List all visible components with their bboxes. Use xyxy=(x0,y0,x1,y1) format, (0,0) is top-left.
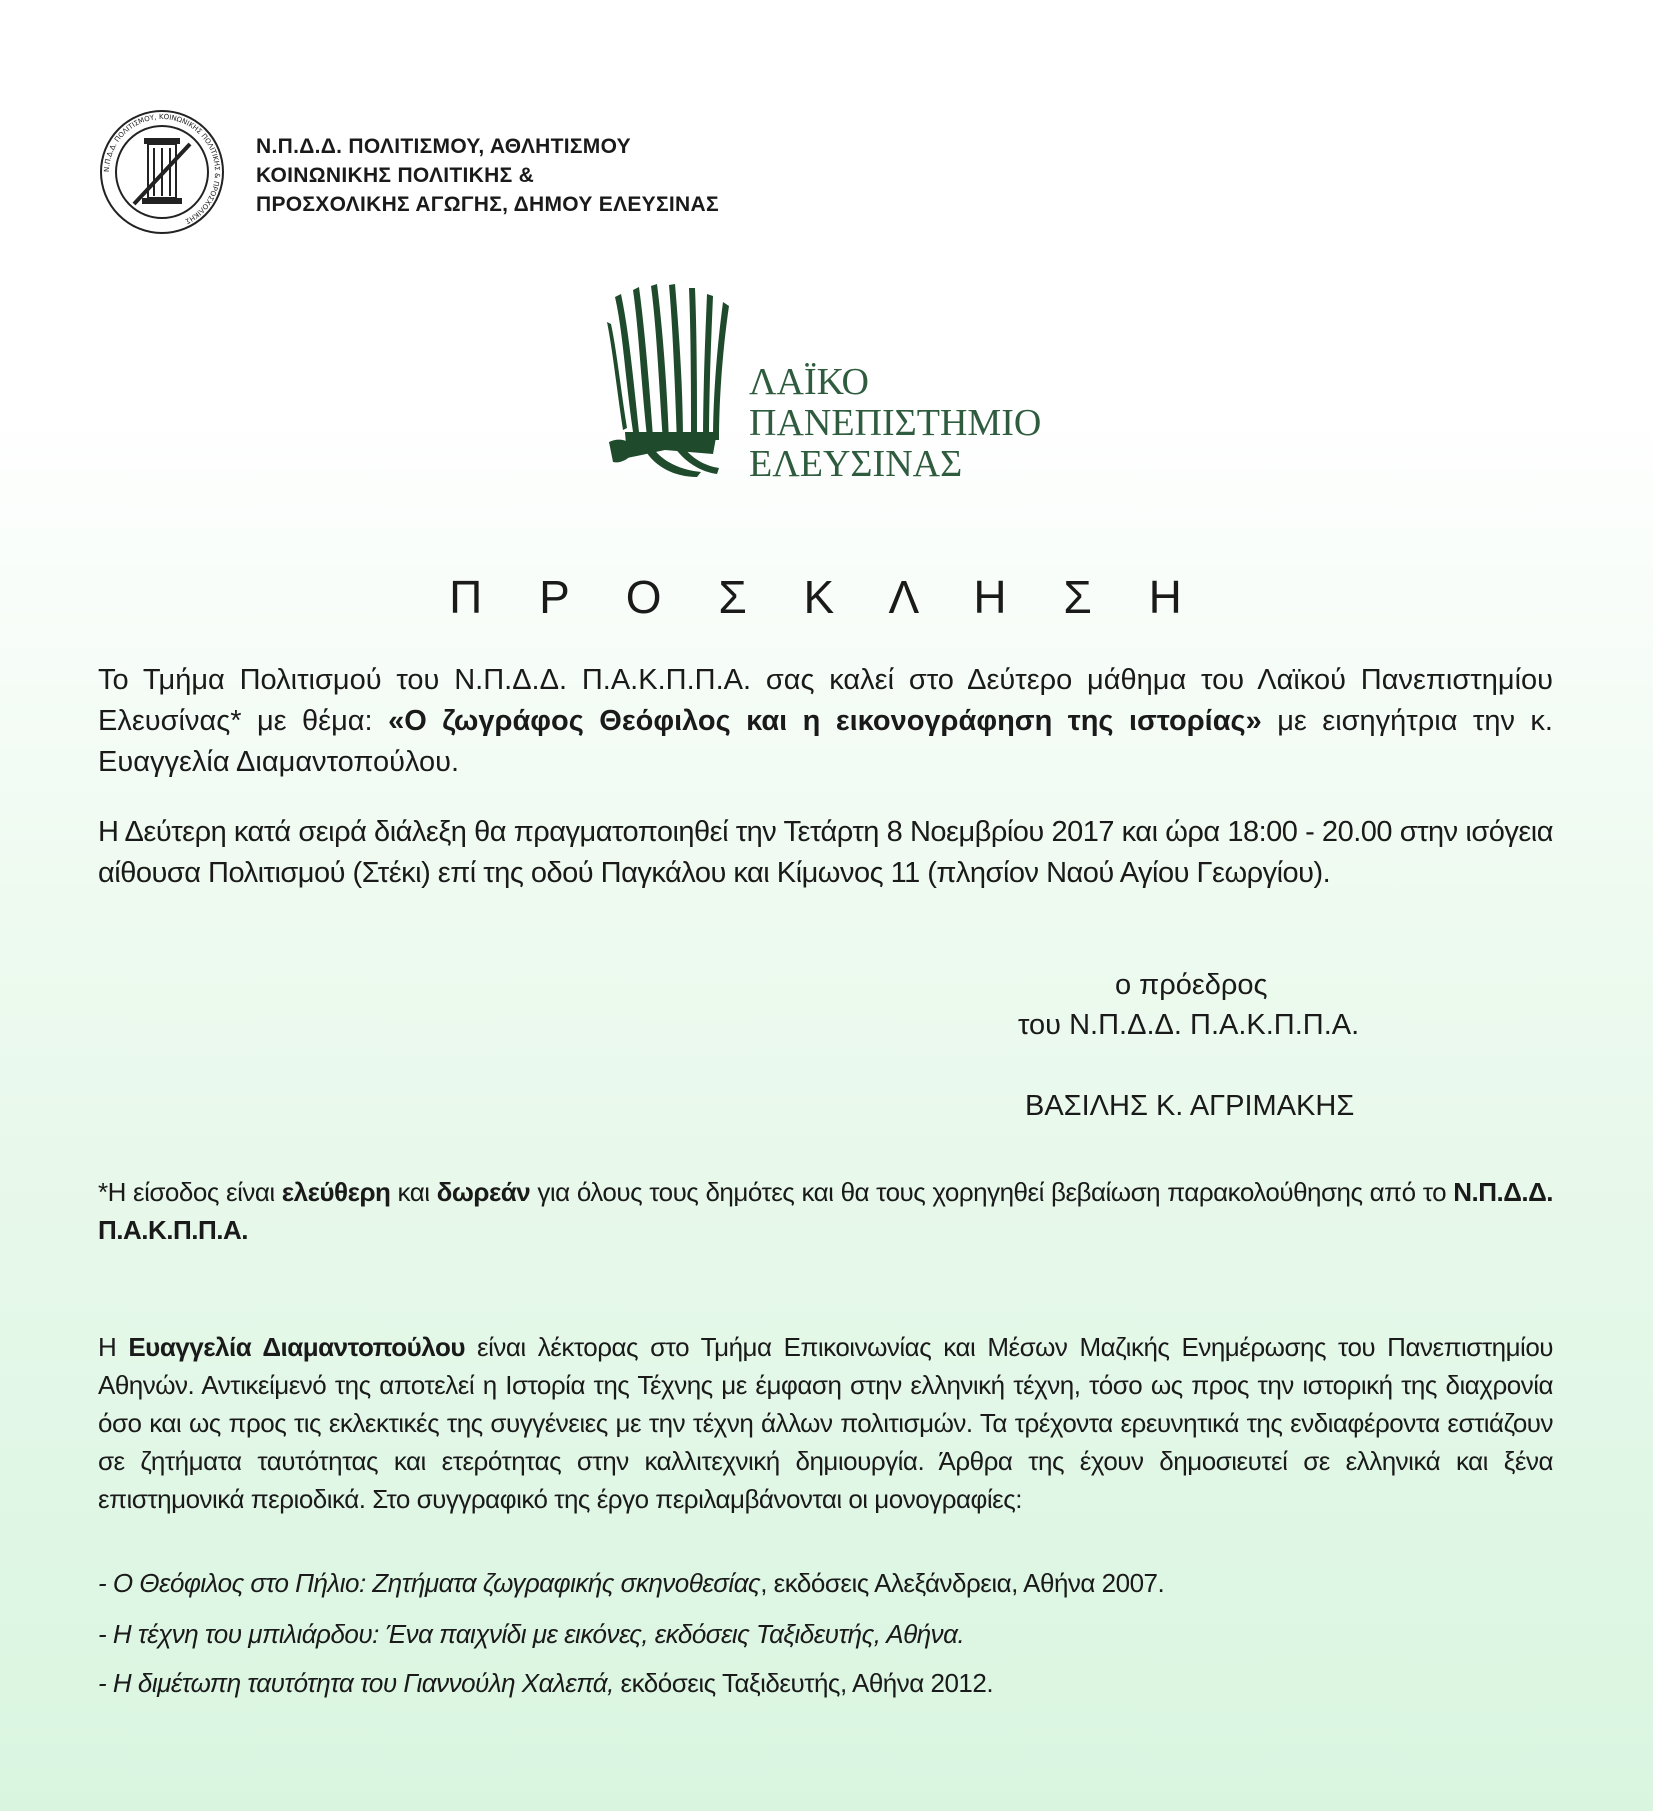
book-item xyxy=(98,1564,1553,1602)
note-no-charge: δωρεάν xyxy=(436,1177,531,1207)
speaker-name: Ευαγγελία Διαμαντοπούλου xyxy=(128,1332,465,1362)
svg-text:Ν.Π.Δ.Δ. ΠΟΛΙΤΙΣΜΟΥ, ΚΟΙΝΩΝΙΚΗ: Ν.Π.Δ.Δ. ΠΟΛΙΤΙΣΜΟΥ, ΚΟΙΝΩΝΙΚΗΣ ΠΟΛΙΤΙΚΗΣ & ΠΡΟΣΧΟΛΙΚΗΣ xyxy=(102,112,222,226)
note-free: ελεύθερη xyxy=(281,1177,391,1207)
note-text-and: και xyxy=(390,1177,437,1207)
header xyxy=(98,108,798,228)
logo-line-3: ΕΛΕΥΣΙΝΑΣ xyxy=(749,443,963,485)
lecture-topic: «Ο ζωγράφος Θεόφιλος και η εικονογράφηση της ιστορίας» xyxy=(388,705,1262,737)
wheat-sheaf-icon xyxy=(605,282,740,482)
logo-line-2: ΠΑΝΕΠΙΣΤΗΜΙΟ xyxy=(749,402,1042,444)
bio-text-start: Η xyxy=(98,1332,129,1362)
signature-name: ΒΑΣΙΛΗΣ Κ. ΑΓΡΙΜΑΚΗΣ xyxy=(1025,1090,1355,1122)
logo-line-1: ΛΑΪΚΟ xyxy=(749,361,869,403)
book-item xyxy=(98,1615,1553,1653)
org-name-line-3: ΠΡΟΣΧΟΛΙΚΗΣ ΑΓΩΓΗΣ, ΔΗΜΟΥ ΕΛΕΥΣΙΝΑΣ xyxy=(256,193,719,216)
page-title: Π Ρ Ο Σ Κ Λ Η Σ Η xyxy=(449,571,1204,623)
admission-note xyxy=(98,1173,1553,1249)
speaker-bio xyxy=(98,1328,1553,1518)
note-organization: Ν.Π.Δ.Δ. Π.Α.Κ.Π.Π.Α. xyxy=(98,1177,1554,1245)
lecture-details-paragraph: Η Δεύτερη κατά σειρά διάλεξη θα πραγματοποιηθεί την Τετάρτη 8 Νοεμβρίου 2017 και ώρα 18:00 - 20.00 στην ισόγεια αίθουσα Πολιτισμού (Στέκι) επί της οδού Παγκάλου και Κίμωνος 11 (πλησίον Ναού Αγίου Γεωργίου). xyxy=(98,816,1553,889)
invitation-paragraph xyxy=(98,660,1553,783)
invitation-text: Το Τμήμα Πολιτισμού του Ν.Π.Δ.Δ. Π.Α.Κ.Π.Π.Α. σας καλεί στο Δεύτερο μάθημα του Λαϊκού Πανεπιστημίου Ελευσίνας* με θέμα: xyxy=(98,664,1553,737)
book-publisher: εκδόσεις Ταξιδευτής, Αθήνα 2012. xyxy=(613,1668,994,1698)
municipal-seal-logo xyxy=(98,108,226,236)
book-title: - Ο Θεόφιλος στο Πήλιο: Ζητήματα ζωγραφικής σκηνοθεσίας xyxy=(98,1568,761,1598)
org-name-line-2: ΚΟΙΝΩΝΙΚΗΣ ΠΟΛΙΤΙΚΗΣ & xyxy=(256,164,535,187)
bio-text: είναι λέκτορας στο Τμήμα Επικοινωνίας και Μέσων Μαζικής Ενημέρωσης του Πανεπιστημίου Αθηνών. Αντικείμενό της αποτελεί η Ιστορία της Τέχνης με έμφαση στην ελληνική τέχνη, τόσο ως προς την ιστορική της διαχρονία όσο και ως προς τις εκλεκτικές της συγγένειες με την τέχνη άλλων πολιτισμών. Τα τρέχοντα ερευνητικά της ενδιαφέροντα εστιάζουν σε ζητήματα ταυτότητας και ετερότητας στην καλλιτεχνική δημιουργία. Άρθρα της έχουν δημοσιευτεί σε ελληνικά και ξένα επιστημονικά περιοδικά. Στο συγγραφικό της έργο περιλαμβάνονται οι μονογραφίες: xyxy=(98,1332,1554,1514)
book-title: - Η τέχνη του μπιλιάρδου: Ένα παιχνίδι με εικόνες, εκδόσεις Ταξιδευτής, Αθήνα. xyxy=(98,1619,965,1649)
book-item xyxy=(98,1664,1553,1702)
book-title: - Η διμέτωπη ταυτότητα του Γιαννούλη Χαλεπά, xyxy=(98,1668,614,1698)
note-text-rest: για όλους τους δημότες και θα τους χορηγηθεί βεβαίωση παρακολούθησης από το xyxy=(530,1177,1454,1207)
org-name-line-1: Ν.Π.Δ.Δ. ΠΟΛΙΤΙΣΜΟΥ, ΑΘΛΗΤΙΣΜΟΥ xyxy=(256,135,631,158)
folk-university-logo xyxy=(605,282,1065,485)
signature-organization: του Ν.Π.Δ.Δ. Π.Α.Κ.Π.Π.Α. xyxy=(1018,1009,1360,1041)
note-text: *Η είσοδος είναι xyxy=(98,1177,282,1207)
signature-role: ο πρόεδρος xyxy=(1115,969,1268,1001)
invitation-text-end: με εισηγήτρια την κ. Ευαγγελία Διαμαντοπούλου. xyxy=(98,705,1553,778)
book-publisher: , εκδόσεις Αλεξάνδρεια, Αθήνα 2007. xyxy=(760,1568,1165,1598)
